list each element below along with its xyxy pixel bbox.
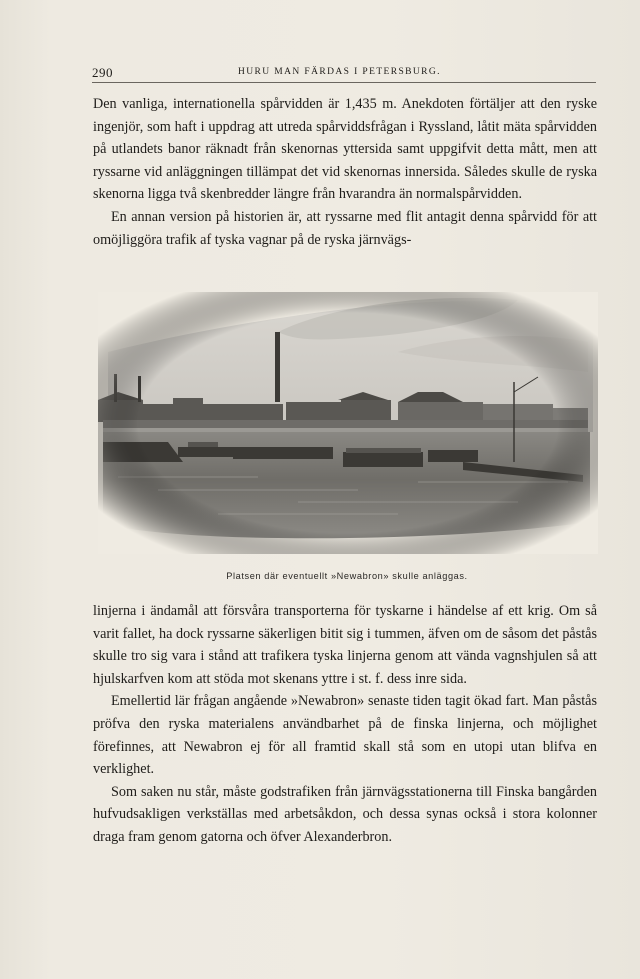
paragraph: En annan version på historien är, att ryssarne med flit antagit denna spårvidd för att omöjliggöra trafik af tyska vagnar på de ryska järnvägs- — [93, 208, 597, 248]
figure-caption: Platsen där eventuellt »Newabron» skulle anläggas. — [226, 571, 468, 581]
page-number: 290 — [92, 65, 113, 80]
page-header — [92, 62, 596, 83]
body-text-top — [93, 93, 597, 251]
paragraph: linjerna i ändamål att försvåra transporterna för tyskarne i händelse af ett krig. Om så varit fallet, ha dock ryssarne säkerligen bitit sig i tummen, äfven om de såsom det påstås skulle tro sig vara i stånd att trafikera tyska linjerna genom att vända vagnshjulen så att hjulskarfven kom att stöda mot skenans yttre i st. f. dess inre sida. — [93, 603, 597, 687]
paragraph: Emellertid lär frågan angående »Newabron» senaste tiden tagit ökad fart. Man påstås pröfva den ryska materialens användbarhet på de finska linjerna, och möjlighet förefinnes, att Newabron ej för all framtid skall stå som en utopi utan blifva en verklighet. — [93, 693, 597, 778]
harbour-photo-illustration — [98, 292, 598, 554]
river-photograph — [98, 292, 598, 554]
paragraph: Den vanliga, internationella spårvidden är 1,435 m. Anekdoten förtäljer att den ryske ingenjör, som haft i uppdrag att utreda spårviddsfrågan i Ryssland, låtit mäta spårvidden på utlandets banor räknadt från skenornas yttersida samt uppgifvit detta mått, men att ryssarne vid anläggningen tillämpat det vid skenornas innersida. Således skulle de ryska skenorna ligga två skenbredder längre från hvarandra än normalspårvidden. — [93, 96, 597, 203]
body-text-bottom — [93, 600, 597, 849]
running-title: HURU MAN FÄRDAS I PETERSBURG. — [238, 67, 441, 77]
paragraph: Som saken nu står, måste godstrafiken från järnvägsstationerna till Finska bangården hufvudsakligen verkställas med arbetsåkdon, och dessa synas också i stora kolonner draga fram genom gatorna och öfver Alexanderbron. — [93, 783, 597, 845]
